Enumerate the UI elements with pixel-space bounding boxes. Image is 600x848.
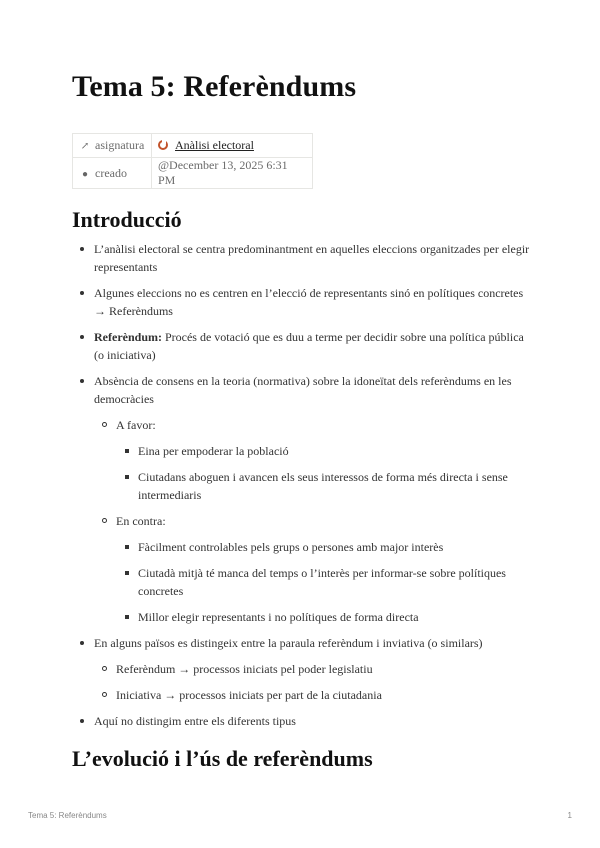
sub-sub-list	[116, 538, 532, 626]
list-item-text: Referèndum → processos iniciats pel poder legislatiu	[116, 662, 373, 676]
list-item-text: Millor elegir representants i no polítiques de forma directa	[138, 610, 419, 624]
list-item-text: A favor:	[116, 418, 156, 432]
list-item	[116, 538, 532, 556]
sub-list	[94, 660, 532, 704]
list-item-text: Absència de consens en la teoria (normativa) sobre la idoneïtat dels referèndums en les democràcies	[94, 374, 512, 406]
sub-list	[94, 416, 532, 626]
list-item-text: Eina per empoderar la població	[138, 444, 289, 458]
intro-content	[72, 240, 532, 738]
definition-term: Referèndum:	[94, 330, 162, 344]
section-heading-evolucio: L’evolució i l’ús de referèndums	[72, 746, 373, 771]
bullet-dot-icon	[80, 379, 84, 383]
list-item-text: Algunes eleccions no es centren en l’elecció de representants sinó en polítiques concretes → Referèndums	[94, 286, 524, 318]
property-key-label: asignatura	[95, 138, 145, 152]
subject-icon	[158, 140, 168, 150]
bullet-list	[72, 240, 532, 730]
arrow-up-right-icon: ↗	[80, 141, 90, 152]
property-value	[152, 158, 313, 189]
bullet-circle-icon	[102, 422, 107, 427]
footer-title: Tema 5: Referèndums	[28, 811, 107, 820]
property-row-asignatura	[73, 134, 313, 158]
list-item-text: L’anàlisi electoral se centra predominantment en aquelles eleccions organitzades per elegir representants	[94, 242, 530, 274]
bullet-square-icon	[125, 545, 129, 549]
list-item-text: Fàcilment controlables pels grups o persones amb major interès	[138, 540, 444, 554]
list-item-text: Ciutadans aboguen i avancen els seus interessos de forma més directa i sense intermediaris	[138, 470, 508, 502]
property-key	[73, 158, 152, 189]
bullet-square-icon	[125, 615, 129, 619]
list-item	[72, 634, 532, 704]
list-item-text: Aquí no distingim entre els diferents tipus	[94, 714, 296, 728]
bullet-dot-icon	[80, 247, 84, 251]
section-heading-introduccio: Introducció	[72, 207, 182, 232]
property-key	[73, 134, 152, 158]
list-item	[94, 686, 532, 704]
bullet-circle-icon	[102, 666, 107, 671]
property-value[interactable]	[152, 134, 313, 158]
list-item	[94, 660, 532, 678]
list-item-text: Ciutadà mitjà té manca del temps o l’interès per informar-se sobre polítiques concretes	[138, 566, 506, 598]
page-title: Tema 5: Referèndums	[72, 70, 357, 103]
list-item	[94, 512, 532, 626]
properties-table	[72, 133, 313, 189]
list-item	[72, 328, 532, 364]
clock-icon: ●	[81, 168, 89, 180]
list-item	[116, 468, 532, 504]
bullet-circle-icon	[102, 518, 107, 523]
page-footer	[28, 811, 572, 820]
list-item	[116, 564, 532, 600]
list-item	[116, 442, 532, 460]
bullet-square-icon	[125, 571, 129, 575]
created-date: @December 13, 2025 6:31 PM	[158, 158, 288, 187]
list-item	[72, 372, 532, 626]
bullet-circle-icon	[102, 692, 107, 697]
property-key-label: creado	[95, 165, 127, 180]
bullet-dot-icon	[80, 719, 84, 723]
list-item	[72, 712, 532, 730]
list-item	[116, 608, 532, 626]
subject-link[interactable]: Anàlisi electoral	[175, 138, 254, 152]
property-row-creado	[73, 158, 313, 189]
list-item-text: En alguns països es distingeix entre la paraula referèndum i inviativa (o similars)	[94, 636, 483, 650]
bullet-dot-icon	[80, 641, 84, 645]
list-item-text: En contra:	[116, 514, 166, 528]
bullet-dot-icon	[80, 335, 84, 339]
bullet-square-icon	[125, 475, 129, 479]
list-item	[72, 240, 532, 276]
list-item	[72, 284, 532, 320]
list-item	[94, 416, 532, 504]
page-number: 1	[567, 811, 572, 820]
sub-sub-list	[116, 442, 532, 504]
bullet-dot-icon	[80, 291, 84, 295]
list-item-text: Iniciativa → processos iniciats per part de la ciutadania	[116, 688, 382, 702]
bullet-square-icon	[125, 449, 129, 453]
list-item-text: Procés de votació que es duu a terme per decidir sobre una política pública (o iniciativa)	[94, 330, 524, 362]
